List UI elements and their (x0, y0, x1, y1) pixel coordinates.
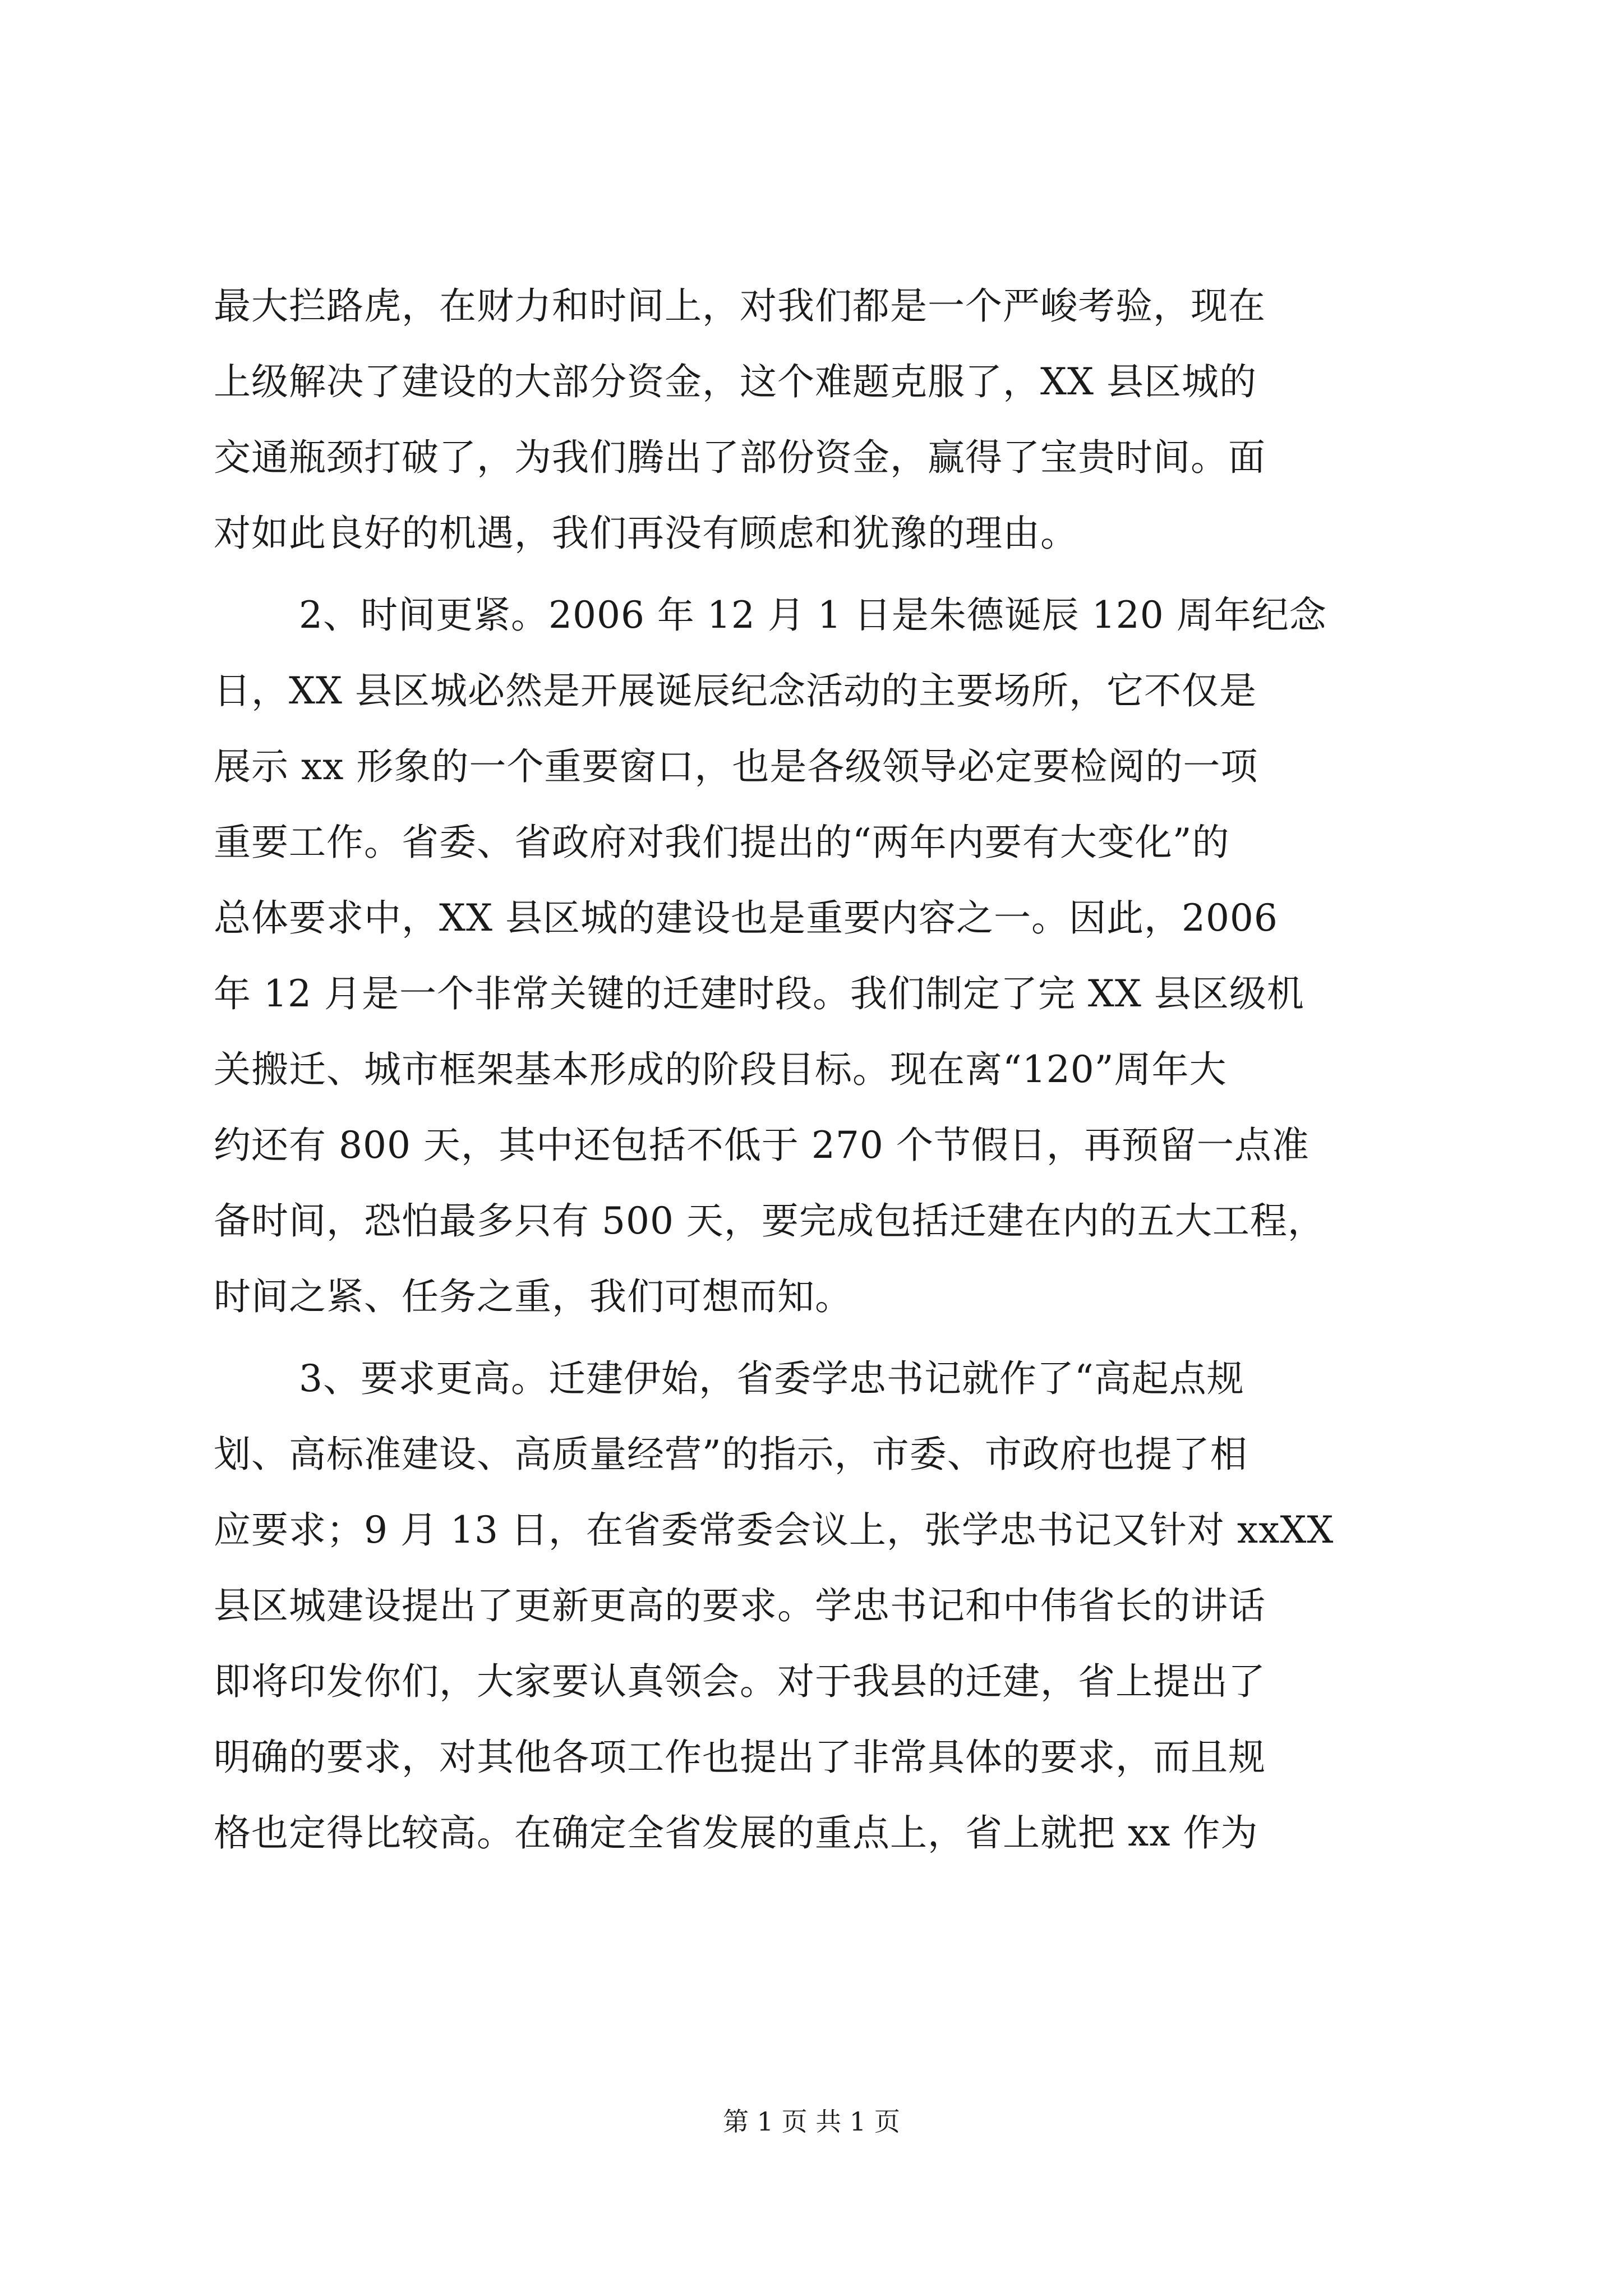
text-line: 划、高标准建设、高质量经营”的指示，市委、市政府也提了相 (214, 1433, 1248, 1476)
text-line: 重要工作。省委、省政府对我们提出的“两年内要有大变化”的 (214, 821, 1230, 864)
text-line: 约还有 800 天，其中还包括不低于 270 个节假日，再预留一点准 (214, 1124, 1310, 1167)
text-line: 日，XX 县区城必然是开展诞辰纪念活动的主要场所，它不仅是 (214, 669, 1257, 712)
document-body (214, 268, 1425, 1871)
text-line: 应要求；9 月 13 日，在省委常委会议上，张学忠书记又针对 xxXX (214, 1508, 1334, 1552)
text-line: 备时间，恐怕最多只有 500 天，要完成包括迁建在内的五大工程， (214, 1199, 1325, 1243)
text-line: 年 12 月是一个非常关键的迁建时段。我们制定了完 XX 县区级机 (214, 972, 1304, 1015)
paragraph-start-line: 2、时间更紧。2006 年 12 月 1 日是朱德诞辰 120 周年纪念 (299, 593, 1327, 637)
text-line: 关搬迁、城市框架基本形成的阶段目标。现在离“120”周年大 (214, 1048, 1227, 1091)
text-line: 展示 xx 形象的一个重要窗口，也是各级领导必定要检阅的一项 (214, 745, 1258, 788)
text-line: 格也定得比较高。在确定全省发展的重点上，省上就把 xx 作为 (214, 1811, 1258, 1855)
text-line: 明确的要求，对其他各项工作也提出了非常具体的要求，而且规 (214, 1736, 1266, 1779)
text-line: 即将印发你们，大家要认真领会。对于我县的迁建，省上提出了 (214, 1660, 1266, 1703)
paragraph-start-line: 3、要求更高。迁建伊始，省委学忠书记就作了“高起点规 (299, 1357, 1244, 1400)
text-line: 总体要求中，XX 县区城的建设也是重要内容之一。因此，2006 (214, 896, 1278, 940)
text-line: 时间之紧、任务之重，我们可想而知。 (214, 1275, 852, 1318)
text-line: 最大拦路虎，在财力和时间上，对我们都是一个严峻考验，现在 (214, 284, 1266, 328)
text-line: 对如此良好的机遇，我们再没有顾虑和犹豫的理由。 (214, 512, 1078, 555)
text-line: 上级解决了建设的大部分资金，这个难题克服了，XX 县区城的 (214, 360, 1257, 403)
text-line: 县区城建设提出了更新更高的要求。学忠书记和中伟省长的讲话 (214, 1584, 1266, 1627)
page-number-footer: 第 1 页 共 1 页 (723, 2106, 900, 2137)
text-line: 交通瓶颈打破了，为我们腾出了部份资金，赢得了宝贵时间。面 (214, 436, 1266, 479)
